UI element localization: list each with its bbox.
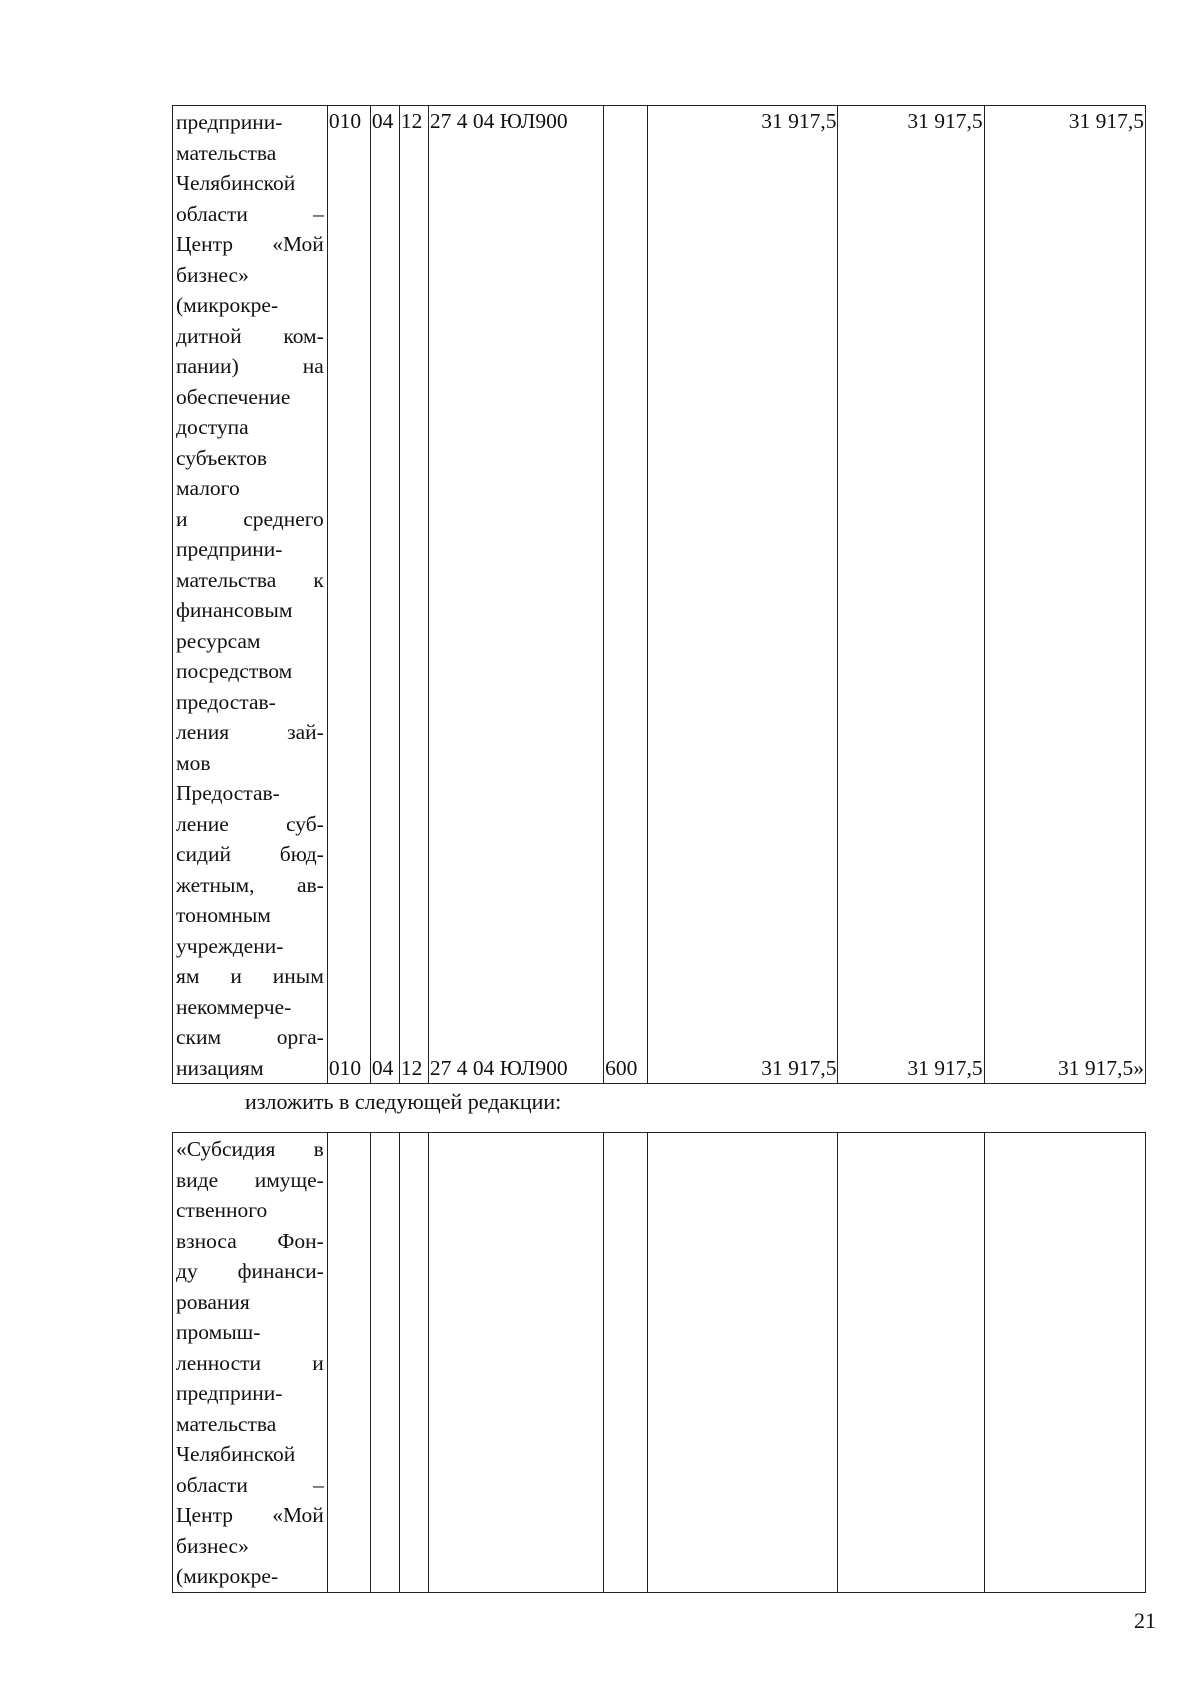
subsection-code-cell bbox=[399, 106, 428, 1084]
description-word: в bbox=[313, 1137, 324, 1161]
ministry-code-cell bbox=[327, 1133, 370, 1593]
description-word: ским bbox=[176, 1025, 222, 1049]
description-line bbox=[176, 1409, 324, 1440]
description-line bbox=[176, 870, 324, 901]
description-line bbox=[176, 656, 324, 687]
description-word: мательства bbox=[176, 567, 277, 592]
amount-1-cell bbox=[648, 1133, 838, 1593]
description-line bbox=[176, 290, 324, 321]
subsection-code-cell bbox=[399, 1133, 428, 1593]
description-word: предприни- bbox=[176, 110, 283, 134]
description-word: имуще- bbox=[254, 1167, 324, 1192]
description-line bbox=[176, 1022, 324, 1053]
description-line bbox=[176, 1195, 324, 1226]
description-word: к bbox=[313, 567, 324, 592]
description-word: области bbox=[176, 201, 248, 226]
description-word: мательства bbox=[176, 140, 277, 165]
description-word: и bbox=[230, 964, 242, 988]
description-line bbox=[176, 809, 324, 840]
ministry-code: 010 bbox=[328, 109, 362, 133]
description-line bbox=[176, 748, 324, 779]
description-line bbox=[176, 1531, 324, 1562]
description-word: сидий bbox=[176, 842, 231, 866]
description-line bbox=[176, 717, 324, 748]
description-word: ленности bbox=[176, 1350, 262, 1375]
description-line bbox=[176, 534, 324, 565]
description-word: Челябинской bbox=[176, 1442, 296, 1466]
description-line bbox=[176, 473, 324, 504]
description-line bbox=[176, 260, 324, 291]
description-word: пании) bbox=[176, 354, 239, 378]
description-word: «Мой bbox=[272, 1503, 324, 1527]
description-line bbox=[176, 931, 324, 962]
description-line bbox=[176, 382, 324, 413]
expense-type: 600 bbox=[605, 1055, 638, 1080]
description-line bbox=[176, 1500, 324, 1531]
description-line bbox=[176, 961, 324, 992]
subsection-code: 12 bbox=[400, 109, 423, 133]
expense-type bbox=[604, 106, 647, 137]
amount-value: 31 917,5 bbox=[761, 1055, 837, 1080]
description-word: предприни- bbox=[176, 1381, 283, 1405]
description-word: Фон- bbox=[277, 1228, 324, 1253]
amount-2-cell bbox=[838, 1133, 984, 1593]
description-word: бизнес» bbox=[176, 262, 249, 287]
budget-table-original bbox=[172, 105, 1146, 1084]
table-row bbox=[173, 106, 1146, 1084]
description-word: бизнес» bbox=[176, 1533, 249, 1558]
description-word: на bbox=[302, 354, 324, 378]
description-word: посредством bbox=[176, 659, 293, 683]
target-code-cell bbox=[428, 106, 603, 1084]
description-word: (микрокре- bbox=[176, 293, 279, 317]
description-word: обеспечение bbox=[176, 384, 291, 409]
description-word: ресурсам bbox=[176, 628, 261, 653]
description-line bbox=[176, 1348, 324, 1379]
description-word: бюд- bbox=[279, 842, 324, 866]
amount-3-cell bbox=[984, 1133, 1145, 1593]
amount-value: 31 917,5 bbox=[907, 1055, 983, 1080]
description-line bbox=[176, 992, 324, 1023]
description-word: промыш- bbox=[176, 1320, 261, 1344]
page-number: 21 bbox=[1134, 1608, 1156, 1633]
description-word: ком- bbox=[283, 323, 324, 348]
description-line bbox=[176, 443, 324, 474]
description-word: взноса bbox=[176, 1228, 237, 1253]
description-line bbox=[176, 1134, 324, 1165]
subsection-code: 12 bbox=[400, 1055, 423, 1080]
ministry-code-cell bbox=[327, 106, 370, 1084]
description-word: субъектов bbox=[176, 445, 267, 470]
description-line bbox=[176, 229, 324, 260]
description-word: области bbox=[176, 1472, 248, 1497]
description-line bbox=[176, 1226, 324, 1257]
description-line bbox=[176, 412, 324, 443]
description-word: иным bbox=[272, 964, 324, 988]
description-word: малого bbox=[176, 476, 240, 500]
description-line bbox=[176, 1439, 324, 1470]
description-word: финанси- bbox=[237, 1259, 324, 1283]
description-word: Центр bbox=[176, 232, 233, 256]
description-cell bbox=[173, 1133, 328, 1593]
description-word: и bbox=[176, 506, 188, 531]
description-word: «Субсидия bbox=[176, 1137, 276, 1161]
description-line bbox=[176, 1317, 324, 1348]
description-word: финансовым bbox=[176, 598, 293, 622]
description-word: ления bbox=[176, 720, 230, 744]
description-cell bbox=[173, 106, 328, 1084]
description-word: – bbox=[313, 201, 324, 226]
description-word: зай- bbox=[287, 720, 324, 744]
description-word: Челябинской bbox=[176, 171, 296, 195]
description-word: жетным, bbox=[176, 872, 255, 897]
amount-3-cell bbox=[984, 106, 1145, 1084]
target-code: 27 4 04 ЮЛ900 bbox=[429, 1055, 568, 1080]
description-word: ду bbox=[176, 1259, 198, 1283]
description-word: ям bbox=[176, 964, 200, 988]
description-text bbox=[173, 1133, 327, 1592]
description-line bbox=[176, 1165, 324, 1196]
description-word: Предостав- bbox=[176, 781, 280, 805]
description-line bbox=[176, 321, 324, 352]
amount-1-cell bbox=[648, 106, 838, 1084]
description-line bbox=[176, 626, 324, 657]
description-text bbox=[173, 106, 327, 1083]
expense-type-cell bbox=[604, 106, 648, 1084]
section-code-cell bbox=[370, 1133, 399, 1593]
target-code-cell bbox=[428, 1133, 603, 1593]
amount-value: 31 917,5 bbox=[907, 109, 983, 133]
description-line bbox=[176, 351, 324, 382]
description-word: суб- bbox=[285, 811, 324, 836]
description-word: тономным bbox=[176, 903, 271, 927]
description-line bbox=[176, 168, 324, 199]
instruction-text: изложить в следующей редакции: bbox=[245, 1089, 562, 1114]
description-line bbox=[176, 107, 324, 138]
amount-value: 31 917,5 bbox=[761, 109, 837, 133]
expense-type-cell bbox=[604, 1133, 648, 1593]
description-line bbox=[176, 1378, 324, 1409]
description-line bbox=[176, 199, 324, 230]
description-word: (микрокре- bbox=[176, 1564, 279, 1588]
description-word: доступа bbox=[176, 415, 249, 439]
description-word: и bbox=[312, 1350, 324, 1375]
target-code: 27 4 04 ЮЛ900 bbox=[429, 109, 568, 133]
amount-2-cell bbox=[838, 106, 984, 1084]
section-code-cell bbox=[370, 106, 399, 1084]
description-word: Центр bbox=[176, 1503, 233, 1527]
description-line bbox=[176, 595, 324, 626]
description-word: мов bbox=[176, 750, 211, 775]
description-word: орга- bbox=[276, 1025, 324, 1049]
description-word: ление bbox=[176, 811, 229, 836]
description-line bbox=[176, 504, 324, 535]
description-line bbox=[176, 138, 324, 169]
description-word: ав- bbox=[296, 872, 324, 897]
description-word: виде bbox=[176, 1167, 219, 1192]
table-row bbox=[173, 1133, 1146, 1593]
budget-table-new-version bbox=[172, 1132, 1146, 1593]
description-line bbox=[176, 1561, 324, 1592]
description-word: низациям bbox=[176, 1055, 264, 1080]
description-word: предприни- bbox=[176, 537, 283, 561]
description-word: предостав- bbox=[176, 689, 276, 714]
description-line bbox=[176, 565, 324, 596]
ministry-code: 010 bbox=[328, 1055, 362, 1080]
description-word: – bbox=[313, 1472, 324, 1497]
description-line bbox=[176, 1287, 324, 1318]
description-line bbox=[176, 1470, 324, 1501]
section-code: 04 bbox=[371, 1055, 394, 1080]
description-line bbox=[176, 1256, 324, 1287]
description-word: мательства bbox=[176, 1411, 277, 1436]
description-line bbox=[176, 1053, 324, 1084]
description-word: некоммерче- bbox=[176, 994, 292, 1019]
description-word: учреждени- bbox=[176, 933, 284, 958]
description-line bbox=[176, 778, 324, 809]
description-word: ственного bbox=[176, 1198, 268, 1222]
description-line bbox=[176, 839, 324, 870]
description-word: рования bbox=[176, 1289, 250, 1314]
description-line bbox=[176, 900, 324, 931]
description-word: «Мой bbox=[272, 232, 324, 256]
description-line bbox=[176, 687, 324, 718]
description-word: дитной bbox=[176, 323, 242, 348]
section-code: 04 bbox=[371, 109, 394, 133]
amount-value: 31 917,5 bbox=[1068, 109, 1144, 133]
description-word: среднего bbox=[243, 506, 324, 531]
amount-value: 31 917,5» bbox=[1058, 1055, 1144, 1080]
